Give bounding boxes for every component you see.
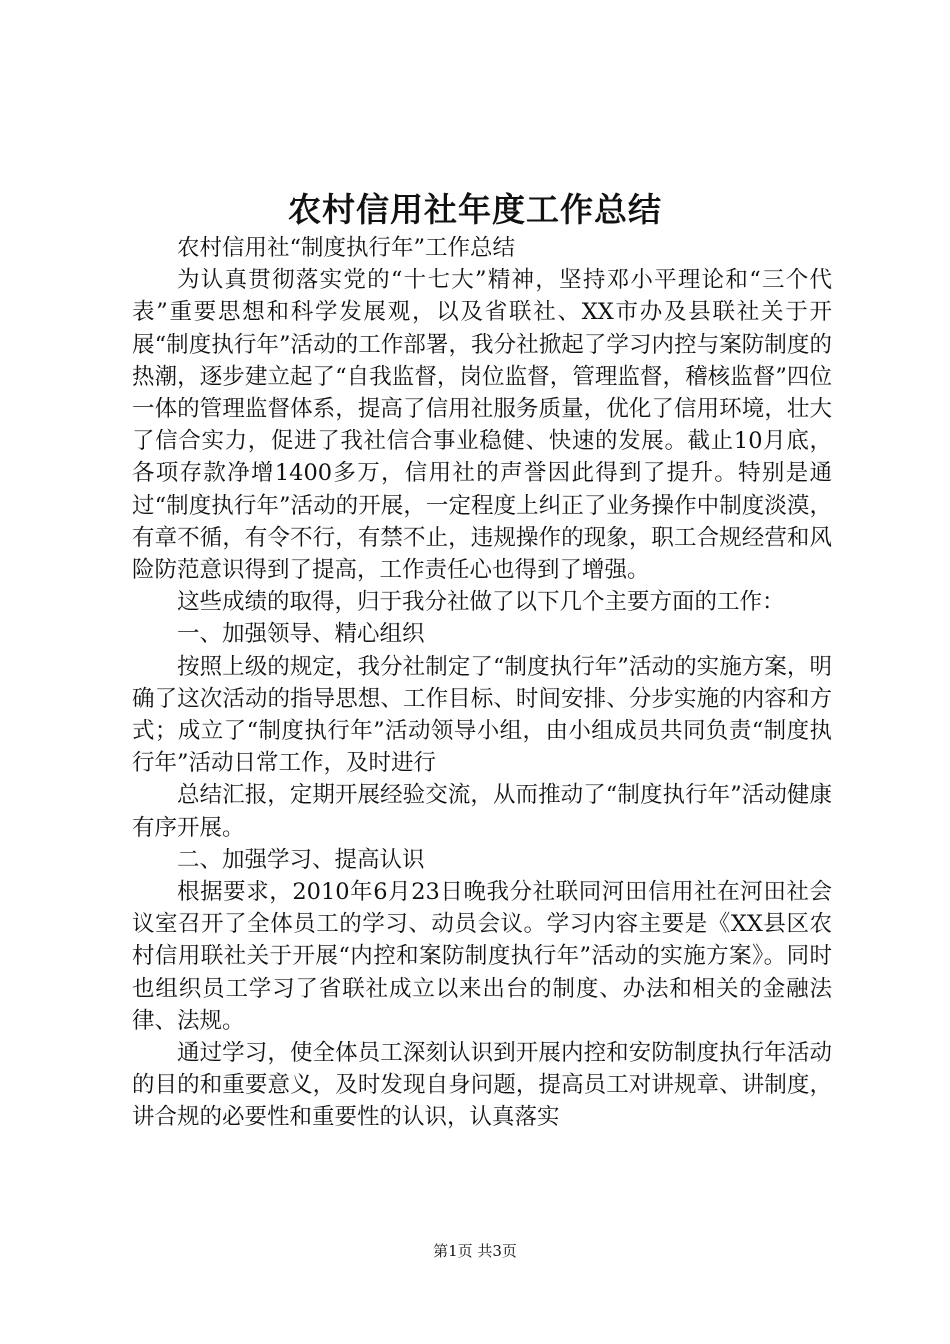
paragraph: 根据要求，2010年6月23日晚我分社联同河田信用社在河田社会议室召开了全体员工的学习、动员会议。学习内容主要是《XX县区农村信用联社关于开展“内控和案防制度执行年”活动的实施方案》。同时也组织员工学习了省联社成立以来出台的制度、办法和相关的金融法律、法规。 [132, 879, 832, 1034]
section-heading: 二、加强学习、提高认识 [177, 846, 425, 873]
document-body [132, 232, 832, 1134]
paragraph-subtitle: 农村信用社“制度执行年”工作总结 [177, 235, 516, 261]
paragraph: 通过学习，使全体员工深刻认识到开展内控和安防制度执行年活动的目的和重要意义，及时发现自身问题，提高员工对讲规章、讲制度，讲合规的必要性和重要性的认识，认真落实 [132, 1040, 832, 1131]
section-heading: 一、加强领导、精心组织 [177, 621, 425, 648]
paragraph: 为认真贯彻落实党的“十七大”精神，坚持邓小平理论和“三个代表”重要思想和科学发展观，以及省联社、XX市办及县联社关于开展“制度执行年”活动的工作部署，我分社掀起了学习内控与案防制度的热潮，逐步建立起了“自我监督，岗位监督，管理监督，稽核监督”四位一体的管理监督体系，提高了信用社服务质量，优化了信用环境，壮大了信合实力，促进了我社信合事业稳健、快速的发展。截止10月底，各项存款净增1400多万，信用社的声誉因此得到了提升。特别是通过“制度执行年”活动的开展，一定程度上纠正了业务操作中制度淡漠，有章不循，有令不行，有禁不止，违规操作的现象，职工合规经营和风险防范意识得到了提高，工作责任心也得到了增强。 [132, 267, 832, 584]
page-footer: 第1页 共3页 [433, 1242, 517, 1260]
paragraph: 总结汇报，定期开展经验交流，从而推动了“制度执行年”活动健康有序开展。 [132, 782, 832, 841]
paragraph: 按照上级的规定，我分社制定了“制度执行年”活动的实施方案，明确了这次活动的指导思想、工作目标、时间安排、分步实施的内容和方式；成立了“制度执行年”活动领导小组，由小组成员共同负责“制度执行年”活动日常工作，及时进行 [132, 653, 832, 777]
paragraph: 这些成绩的取得，归于我分社做了以下几个主要方面的工作： [177, 589, 785, 616]
document-title: 农村信用社年度工作总结 [288, 190, 662, 229]
